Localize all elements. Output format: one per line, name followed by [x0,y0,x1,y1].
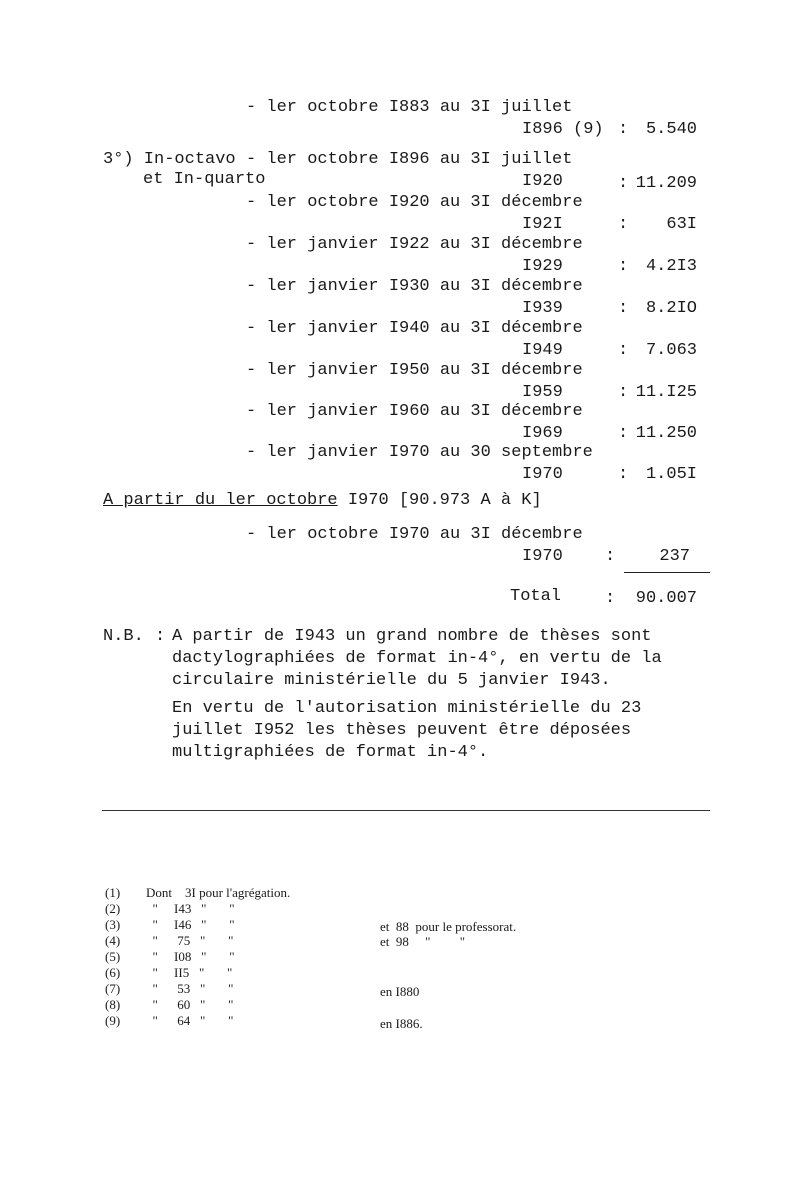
thesis-count: 1.05I [645,465,697,484]
nb-line: A partir de I943 un grand nombre de thèses sont [172,627,652,646]
colon: : [618,341,629,360]
nb-line: dactylographiées de format in-4°, en vertu de la [172,649,662,668]
colon: : [618,299,629,318]
thesis-count: 11.209 [635,174,697,193]
footnote-text: " I46 " " [146,917,235,932]
footnote-text: " 53 " " [146,981,234,996]
end-year: I970 [522,547,563,566]
thesis-count: 4.2I3 [645,257,697,276]
nb-line: circulaire ministérielle du 5 janvier I943. [172,671,611,690]
colon: : [618,424,629,443]
footnote-number: (6) [105,965,121,980]
colon: : [605,589,616,608]
sum-rule [624,572,710,573]
after-heading [103,491,542,511]
date-range: - ler octobre I970 au 3I décembre [246,525,583,544]
footnote-number: (8) [105,997,121,1012]
thesis-count: 11.250 [635,424,697,443]
total-label: Total [510,587,562,606]
nb-line: juillet I952 les thèses peuvent être déposées [172,721,632,740]
footnote-text: " I08 " " [146,949,235,964]
footnote-text: " 64 " " [146,1013,234,1028]
end-year: I929 [522,257,563,276]
footnote-number: (1) [105,885,121,900]
footnote-extra: et 88 pour le professorat. [380,919,517,934]
footnote-number: (2) [105,901,121,916]
footnote-text: Dont 3I pour l'agrégation. [146,885,291,900]
colon: : [618,465,629,484]
colon: : [618,120,629,139]
footnote-number: (4) [105,933,121,948]
thesis-count: 11.I25 [635,383,697,402]
after-heading-rest: I970 [90.973 A à K] [337,491,542,510]
end-year: I949 [522,341,563,360]
footnote-text: " 60 " " [146,997,234,1012]
section-label-2: et In-quarto [143,170,266,189]
colon: : [618,215,629,234]
thesis-count: 7.063 [645,341,697,360]
footnote-number: (9) [105,1013,121,1028]
total-value: 90.007 [635,589,697,608]
thesis-count: 5.540 [645,120,697,139]
colon: : [605,547,616,566]
footnote-number: (7) [105,981,121,996]
end-year: I970 [522,465,563,484]
section-label: 3°) In-octavo [103,150,236,169]
footnote-extra: et 98 " " [380,934,465,949]
nb-label: N.B. [103,627,144,646]
thesis-count: 63I [666,215,697,234]
footnote-extra: en I886. [380,1016,423,1031]
footnote-separator [102,810,710,811]
date-range: - ler janvier I940 au 3I décembre [246,319,583,338]
date-range: - ler octobre I896 au 3I juillet [246,150,573,169]
footnote-extra: en I880 [380,984,420,999]
date-range: - ler janvier I970 au 30 septembre [246,443,593,462]
date-range: - ler octobre I883 au 3I juillet [246,98,573,117]
end-year: I920 [522,172,563,191]
nb-line: En vertu de l'autorisation ministérielle du 23 [172,699,642,718]
footnote-number: (5) [105,949,121,964]
footnote-number: (3) [105,917,121,932]
footnote-text: " 75 " " [146,933,234,948]
nb-line: multigraphiées de format in-4°. [172,743,489,762]
colon: : [618,383,629,402]
end-year: I939 [522,299,563,318]
thesis-count: 8.2IO [645,299,697,318]
end-year: I959 [522,383,563,402]
colon: : [155,627,166,646]
end-year: I969 [522,424,563,443]
date-range: - ler janvier I950 au 3I décembre [246,361,583,380]
colon: : [618,174,629,193]
after-heading-underlined: A partir du ler octobre [103,491,338,510]
end-year: I92I [522,215,563,234]
date-range: - ler octobre I920 au 3I décembre [246,193,583,212]
date-range: - ler janvier I960 au 3I décembre [246,402,583,421]
date-range: - ler janvier I922 au 3I décembre [246,235,583,254]
thesis-count: 237 [659,547,690,566]
colon: : [618,257,629,276]
date-range: - ler janvier I930 au 3I décembre [246,277,583,296]
footnote-text: " II5 " " [146,965,233,980]
end-year: I896 (9) [522,120,604,139]
footnote-text: " I43 " " [146,901,235,916]
